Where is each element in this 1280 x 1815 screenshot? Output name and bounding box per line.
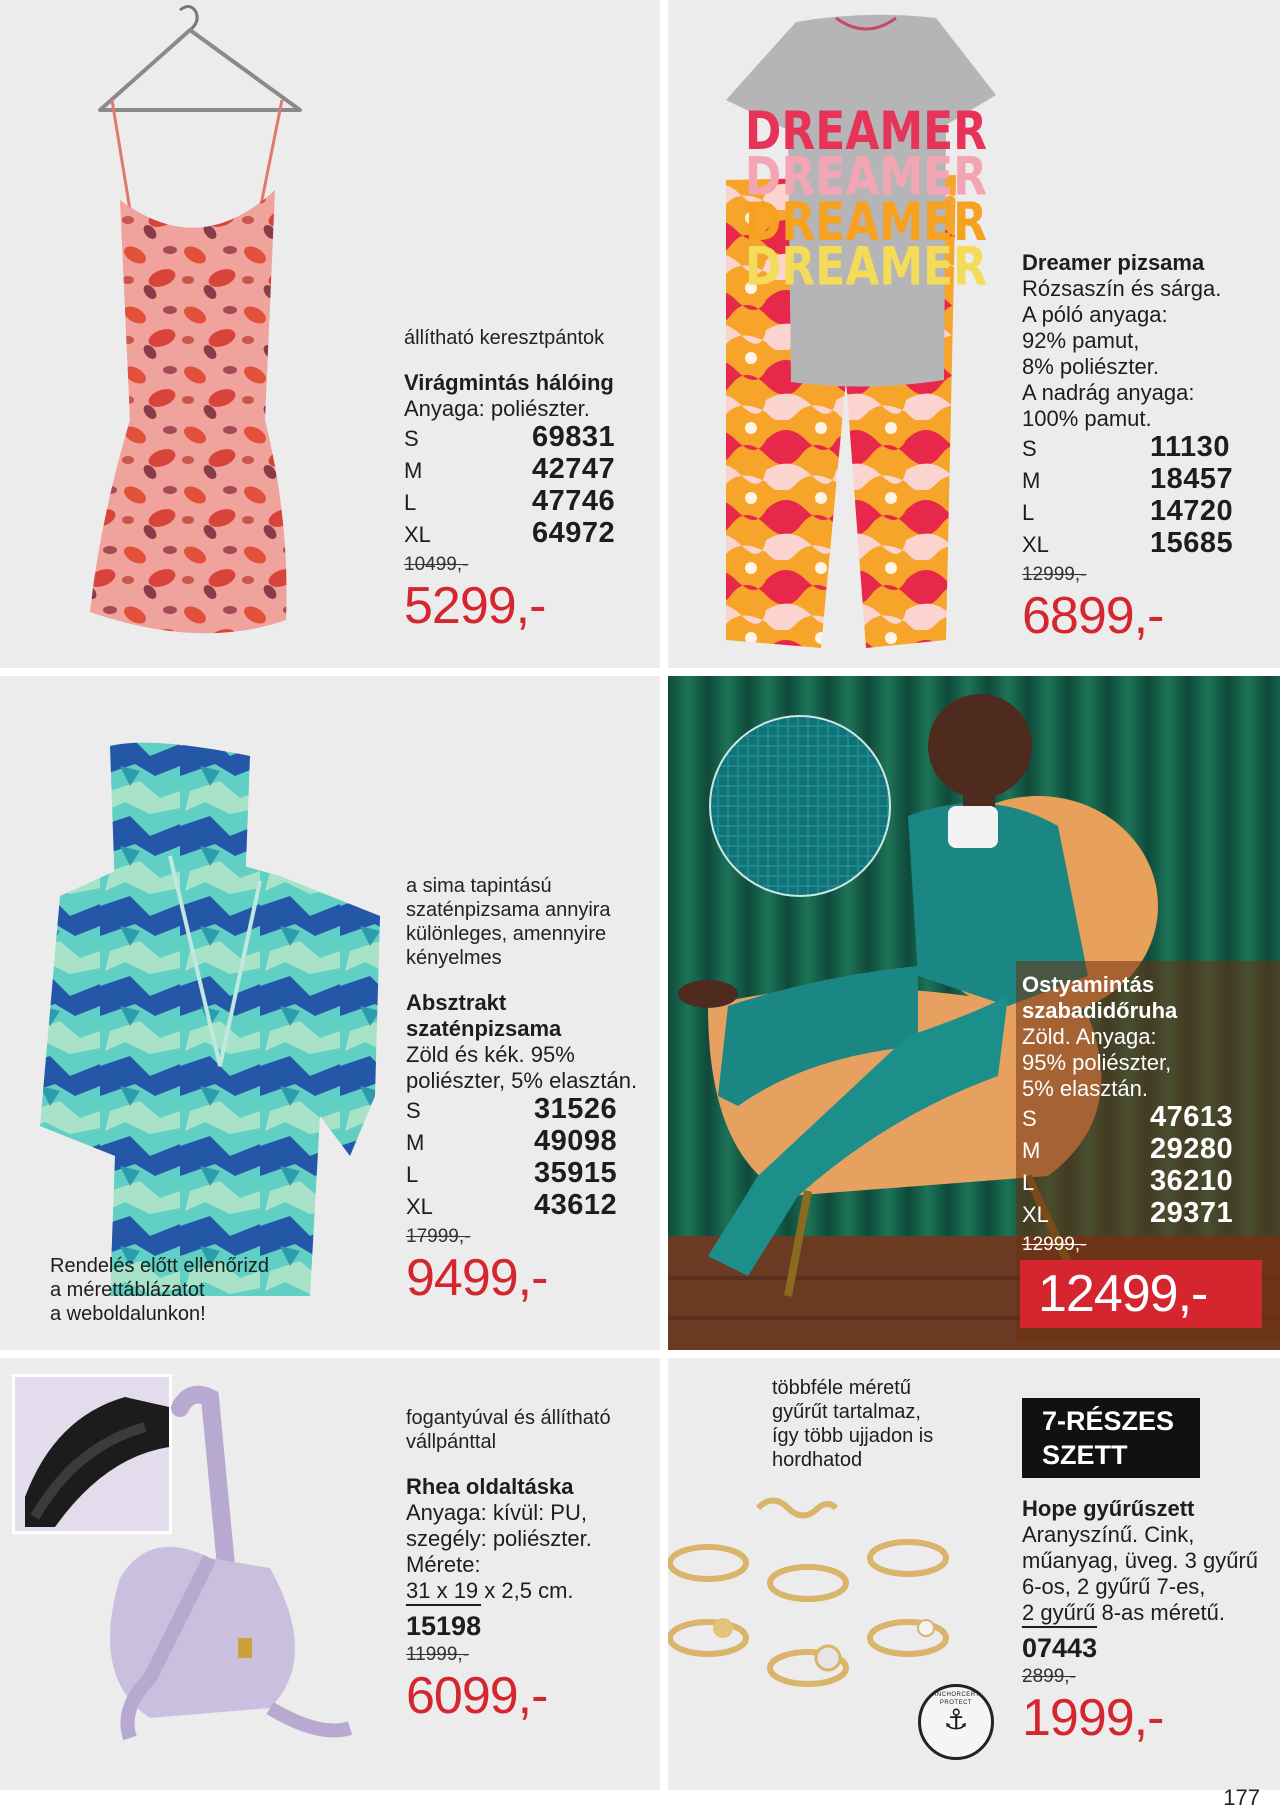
shirt-print-line-4: DREAMER bbox=[744, 236, 988, 298]
size-code: 11130 bbox=[1150, 431, 1230, 463]
leisure-name-line: szabadidőruha bbox=[1022, 998, 1178, 1023]
leisure-old-price: 12999,- bbox=[1022, 1234, 1087, 1255]
size-label: L bbox=[1022, 1170, 1035, 1195]
bag-desc-line: Mérete: bbox=[406, 1552, 481, 1577]
size-label: S bbox=[406, 1098, 421, 1123]
rings-desc-line: Aranyszínű. Cink, bbox=[1022, 1522, 1195, 1547]
rings-note-line: így több ujjadon is bbox=[772, 1425, 934, 1447]
bag-price: 6099,- bbox=[406, 1667, 548, 1725]
dreamer-desc-4: 8% poliészter. bbox=[1022, 354, 1159, 379]
size-code: 64972 bbox=[532, 517, 616, 549]
bag-name: Rhea oldaltáska bbox=[406, 1474, 574, 1499]
shirt-print-line-3: DREAMER bbox=[744, 192, 988, 254]
leisure-desc-line: 95% poliészter, bbox=[1022, 1050, 1172, 1075]
size-code: 14720 bbox=[1150, 495, 1234, 527]
dreamer-desc-3: 92% pamut, bbox=[1022, 328, 1140, 353]
dreamer-name: Dreamer pizsama bbox=[1022, 250, 1205, 275]
bag-code: 15198 bbox=[406, 1604, 481, 1642]
size-row bbox=[1022, 431, 1233, 466]
size-row bbox=[406, 1125, 637, 1160]
satin-desc-line: poliészter, 5% elasztán. bbox=[406, 1068, 638, 1093]
nightgown-note: állítható keresztpántok bbox=[404, 327, 605, 349]
size-row bbox=[406, 1189, 637, 1224]
bag-note-line: vállpánttal bbox=[406, 1431, 497, 1453]
rings-note bbox=[772, 1376, 933, 1472]
satin-price: 9499,- bbox=[406, 1249, 548, 1307]
size-code: 18457 bbox=[1150, 463, 1234, 495]
satin-note-line: szaténpizsama annyira bbox=[406, 899, 611, 921]
size-row bbox=[406, 1093, 637, 1128]
size-label: M bbox=[1022, 1138, 1041, 1163]
rings-desc-line: műanyag, üveg. 3 gyűrű bbox=[1022, 1548, 1259, 1573]
satin-pyjama-image bbox=[20, 736, 400, 1296]
size-row bbox=[1022, 1101, 1234, 1136]
dreamer-size-table bbox=[1022, 431, 1234, 562]
rings-desc-line: 2 gyűrű 8-as méretű. bbox=[1022, 1600, 1225, 1625]
size-label: M bbox=[404, 458, 423, 483]
dreamer-price: 6899,- bbox=[1022, 587, 1164, 645]
size-row bbox=[404, 453, 616, 488]
rings-note-line: gyűrűt tartalmaz, bbox=[772, 1401, 921, 1423]
size-row bbox=[406, 1157, 637, 1192]
bag-note bbox=[406, 1406, 611, 1454]
leisure-desc-line: Zöld. Anyaga: bbox=[1022, 1024, 1157, 1049]
badge-line: SZETT bbox=[1042, 1440, 1128, 1470]
dreamer-pyjama-image bbox=[696, 0, 1036, 668]
size-code: 35915 bbox=[534, 1157, 618, 1189]
size-code: 47613 bbox=[1150, 1101, 1234, 1133]
size-label: XL bbox=[1022, 532, 1049, 557]
size-row bbox=[1022, 495, 1234, 530]
satin-info bbox=[406, 874, 637, 1306]
shirt-print-line-1: DREAMER bbox=[744, 100, 988, 162]
anchor-icon: ⚓ bbox=[943, 1704, 969, 1735]
size-label: L bbox=[406, 1162, 419, 1187]
size-label: M bbox=[1022, 468, 1041, 493]
size-code: 36210 bbox=[1150, 1165, 1234, 1197]
rings-note-line: hordhatod bbox=[772, 1449, 863, 1471]
bag-image bbox=[60, 1378, 360, 1778]
seal-text: ANCHORCERT PROTECT bbox=[932, 1692, 980, 1706]
size-note-line: a weboldalunkon! bbox=[50, 1303, 206, 1325]
size-code: 69831 bbox=[532, 421, 616, 453]
size-label: XL bbox=[406, 1194, 433, 1219]
nightgown-old-price: 10499,- bbox=[404, 554, 469, 575]
shirt-print-line-2: DREAMER bbox=[744, 146, 988, 208]
size-row bbox=[1022, 1197, 1234, 1232]
size-label: L bbox=[404, 490, 417, 515]
size-row bbox=[1022, 1133, 1234, 1168]
badge-line: 7-RÉSZES bbox=[1042, 1406, 1175, 1436]
satin-desc-line: Zöld és kék. 95% bbox=[406, 1042, 575, 1067]
dreamer-desc-1: Rózsaszín és sárga. bbox=[1022, 276, 1222, 301]
bag-info bbox=[406, 1406, 611, 1724]
bag-note-line: fogantyúval és állítható bbox=[406, 1407, 611, 1429]
leisure-price-box bbox=[1020, 1260, 1262, 1328]
size-code: 29280 bbox=[1150, 1133, 1234, 1165]
satin-old-price: 17999,- bbox=[406, 1226, 471, 1247]
panel-bag bbox=[0, 1358, 660, 1790]
size-code: 42747 bbox=[532, 453, 616, 485]
dreamer-desc-2: A póló anyaga: bbox=[1022, 302, 1168, 327]
size-label: XL bbox=[1022, 1202, 1049, 1227]
size-note-line: Rendelés előtt ellenőrizd bbox=[50, 1255, 270, 1277]
satin-note bbox=[406, 874, 637, 970]
size-row bbox=[404, 517, 616, 552]
rings-info bbox=[1022, 1496, 1258, 1746]
rings-image bbox=[668, 1478, 968, 1790]
nightgown-price: 5299,- bbox=[404, 577, 546, 635]
dreamer-desc-5: A nadrág anyaga: bbox=[1022, 380, 1195, 405]
size-label: M bbox=[406, 1130, 425, 1155]
size-label: L bbox=[1022, 500, 1035, 525]
leisure-price: 12499,- bbox=[1038, 1265, 1208, 1323]
bag-desc-line: 31 x 19 x 2,5 cm. bbox=[406, 1578, 574, 1603]
size-code: 31526 bbox=[534, 1093, 618, 1125]
panel-dreamer bbox=[668, 0, 1280, 668]
satin-note-line: különleges, amennyire bbox=[406, 923, 607, 945]
size-row bbox=[404, 485, 616, 520]
size-label: XL bbox=[404, 522, 431, 547]
dreamer-old-price: 12999,- bbox=[1022, 564, 1087, 585]
rings-price: 1999,- bbox=[1022, 1689, 1164, 1747]
satin-name-line: Absztrakt bbox=[406, 990, 507, 1015]
nightgown-info bbox=[404, 326, 615, 634]
satin-size-table bbox=[406, 1093, 637, 1224]
size-row bbox=[1022, 463, 1234, 498]
size-label: S bbox=[404, 426, 419, 451]
nightgown-image bbox=[60, 0, 380, 668]
size-note-line: a mérettáblázatot bbox=[50, 1279, 205, 1301]
panel-satin-pyjama bbox=[0, 676, 660, 1350]
satin-note-line: kényelmes bbox=[406, 947, 502, 969]
nightgown-description: Anyaga: poliészter. bbox=[404, 396, 590, 421]
rings-old-price: 2899,- bbox=[1022, 1666, 1076, 1687]
leisure-name-line: Ostyamintás bbox=[1022, 972, 1155, 997]
leisure-size-table bbox=[1022, 1101, 1234, 1232]
leisure-desc-line: 5% elasztán. bbox=[1022, 1076, 1148, 1101]
panel-rings bbox=[668, 1358, 1280, 1790]
size-code: 49098 bbox=[534, 1125, 618, 1157]
size-label: S bbox=[1022, 436, 1037, 461]
bag-desc-line: szegély: poliészter. bbox=[406, 1526, 592, 1551]
dreamer-desc-6: 100% pamut. bbox=[1022, 406, 1152, 431]
nightgown-name: Virágmintás hálóing bbox=[404, 370, 614, 395]
size-row bbox=[1022, 527, 1234, 562]
nightgown-size-table bbox=[404, 421, 616, 552]
size-code: 47746 bbox=[532, 485, 616, 517]
bag-desc-line: Anyaga: kívül: PU, bbox=[406, 1500, 587, 1525]
rings-code: 07443 bbox=[1022, 1626, 1097, 1664]
set-badge bbox=[1022, 1398, 1200, 1478]
size-row bbox=[404, 421, 616, 456]
size-code: 15685 bbox=[1150, 527, 1234, 559]
satin-name-line: szaténpizsama bbox=[406, 1016, 562, 1041]
rings-name: Hope gyűrűszett bbox=[1022, 1496, 1195, 1521]
dreamer-info bbox=[1022, 250, 1233, 644]
rings-desc-line: 6-os, 2 gyűrű 7-es, bbox=[1022, 1574, 1206, 1599]
size-code: 29371 bbox=[1150, 1197, 1234, 1229]
panel-leisure-suit bbox=[668, 676, 1280, 1350]
bag-old-price: 11999,- bbox=[406, 1644, 470, 1665]
size-row bbox=[1022, 1165, 1234, 1200]
satin-size-note bbox=[50, 1254, 269, 1326]
size-code: 43612 bbox=[534, 1189, 618, 1221]
panel-nightgown bbox=[0, 0, 660, 668]
page-number: 177 bbox=[1223, 1785, 1260, 1810]
size-label: S bbox=[1022, 1106, 1037, 1131]
leisure-info bbox=[1022, 972, 1233, 1258]
satin-note-line: a sima tapintású bbox=[406, 875, 552, 897]
anchorcert-seal bbox=[918, 1684, 994, 1760]
rings-note-line: többféle méretű bbox=[772, 1377, 911, 1399]
